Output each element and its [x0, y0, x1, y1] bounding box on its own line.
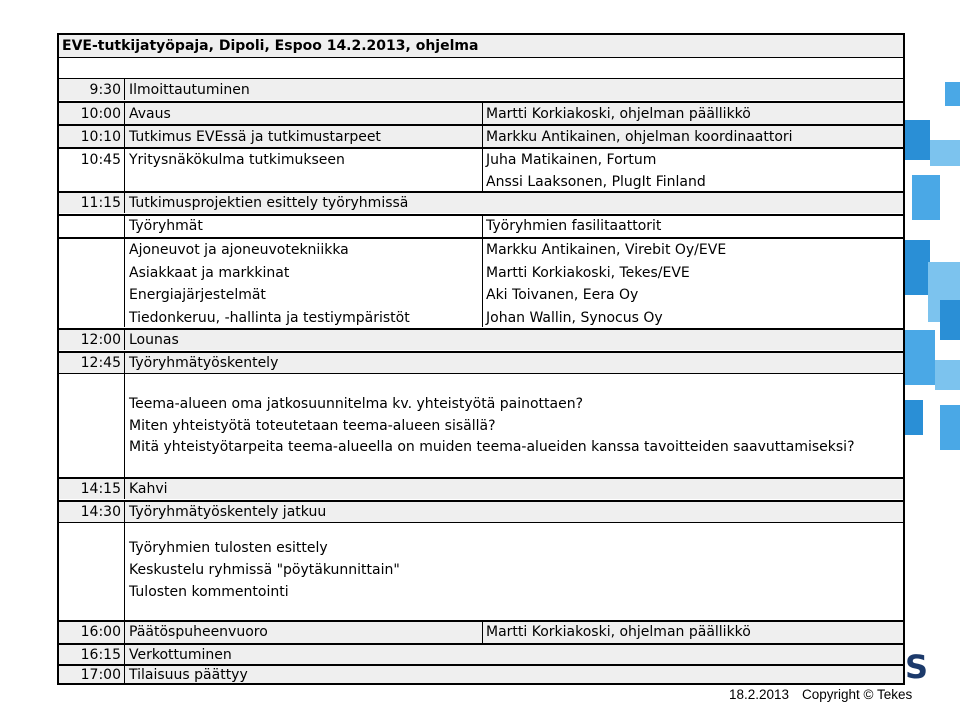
row-time: 10:10: [59, 126, 125, 147]
facilitator-name: Aki Toivanen, Eera Oy: [486, 287, 639, 303]
row-time: [59, 239, 125, 327]
facilitator-name: Johan Wallin, Synocus Oy: [486, 309, 663, 326]
row-time: 16:15: [59, 645, 125, 664]
question-item: Teema-alueen oma jatkosuunnitelma kv. yhteistyötä painottaen?: [129, 396, 584, 412]
decor-square: [945, 82, 960, 106]
row-speaker: Martti Korkiakoski, ohjelman päällikkö: [482, 622, 903, 643]
footer-copyright: Copyright © Tekes: [802, 687, 913, 702]
table-title-row: [59, 35, 903, 57]
table-row: [59, 664, 903, 683]
row-desc: Lounas: [129, 332, 179, 348]
questions-row: [59, 373, 903, 477]
row-speaker: Markku Antikainen, ohjelman koordinaattori: [482, 126, 903, 147]
groups-list-row: [59, 237, 903, 327]
row-desc: Tutkimus EVEssä ja tutkimustarpeet: [129, 129, 381, 145]
row-time: 10:00: [59, 103, 125, 124]
table-row: [59, 328, 903, 350]
decor-square: [940, 300, 960, 340]
row-desc: Verkottuminen: [129, 647, 232, 663]
group-name: Asiakkaat ja markkinat: [129, 264, 290, 281]
row-time: [59, 374, 125, 477]
continuation-item: Tulosten kommentointi: [129, 584, 289, 600]
row-speaker: Martti Korkiakoski, ohjelman päällikkö: [482, 103, 903, 124]
decor-square: [930, 140, 960, 166]
row-desc: Työryhmätyöskentely jatkuu: [129, 504, 327, 520]
tekes-logo-fragment: S: [905, 648, 928, 686]
row-desc: Tilaisuus päättyy: [129, 667, 248, 683]
row-desc: Yritysnäkökulma tutkimukseen: [129, 152, 345, 168]
groups-header-label: Työryhmät: [129, 218, 203, 234]
facilitators-header-label: Työryhmien fasilitaattorit: [482, 216, 903, 237]
row-desc: Ilmoittautuminen: [129, 82, 250, 98]
row-speaker: Anssi Laaksonen, PlugIt Finland: [486, 174, 706, 190]
decor-square: [940, 405, 960, 450]
questions-list: [125, 374, 903, 477]
footer-date: 18.2.2013: [729, 687, 790, 702]
continuation-item: Työryhmien tulosten esittely: [129, 540, 328, 556]
continuation-items-row: [59, 522, 903, 620]
group-name: Ajoneuvot ja ajoneuvotekniikka: [129, 242, 349, 258]
decor-square: [905, 330, 935, 385]
row-time: 14:15: [59, 479, 125, 499]
spacer-row: [59, 57, 903, 78]
group-name: Energiajärjestelmät: [129, 287, 266, 303]
table-row: [59, 78, 903, 100]
continuation-item: Keskustelu ryhmissä "pöytäkunnittain": [129, 562, 400, 578]
row-time: 16:00: [59, 622, 125, 643]
table-row: [59, 147, 903, 191]
row-time: 11:15: [59, 193, 125, 213]
row-desc: Päätöspuheenvuoro: [129, 624, 268, 640]
decor-square: [905, 400, 923, 435]
facilitators-list: [482, 239, 903, 327]
decor-square: [905, 120, 930, 160]
row-desc: Avaus: [129, 106, 171, 122]
decor-square: [912, 175, 940, 220]
facilitator-name: Martti Korkiakoski, Tekes/EVE: [486, 264, 690, 281]
decor-square: [935, 360, 960, 390]
continuation-list: [125, 523, 903, 620]
table-row: [59, 643, 903, 664]
table-row: [59, 620, 903, 643]
row-time: 14:30: [59, 502, 125, 522]
row-time: [59, 216, 125, 237]
row-time: [59, 523, 125, 620]
row-speaker: Juha Matikainen, Fortum: [486, 152, 657, 168]
row-time: 12:00: [59, 330, 125, 350]
row-desc: Työryhmätyöskentely: [129, 355, 279, 371]
group-name: Tiedonkeruu, -hallinta ja testiympäristöt: [129, 309, 410, 326]
row-time: 9:30: [59, 79, 125, 100]
row-time: 10:45: [59, 149, 125, 191]
table-row: [59, 500, 903, 522]
facilitator-name: Markku Antikainen, Virebit Oy/EVE: [486, 242, 727, 258]
row-time: 17:00: [59, 666, 125, 683]
table-row: [59, 477, 903, 499]
question-item: Mitä yhteistyötarpeita teema-alueella on muiden teema-alueiden kanssa tavoitteiden saavuttamiseksi?: [129, 439, 855, 455]
groups-list: [125, 239, 482, 327]
row-desc: Tutkimusprojektien esittely työryhmissä: [129, 195, 409, 211]
table-row: [59, 351, 903, 373]
decor-square: [905, 240, 930, 295]
program-table: [57, 33, 905, 685]
page-title: EVE-tutkijatyöpaja, Dipoli, Espoo 14.2.2013, ohjelma: [62, 38, 479, 54]
table-row: [59, 101, 903, 124]
row-time: 12:45: [59, 353, 125, 373]
question-item: Miten yhteistyötä toteutetaan teema-alueen sisällä?: [129, 417, 496, 434]
groups-header-row: [59, 214, 903, 237]
table-row: [59, 191, 903, 213]
table-row: [59, 124, 903, 147]
row-speaker-cell: [482, 149, 903, 191]
row-desc: Kahvi: [129, 481, 168, 497]
